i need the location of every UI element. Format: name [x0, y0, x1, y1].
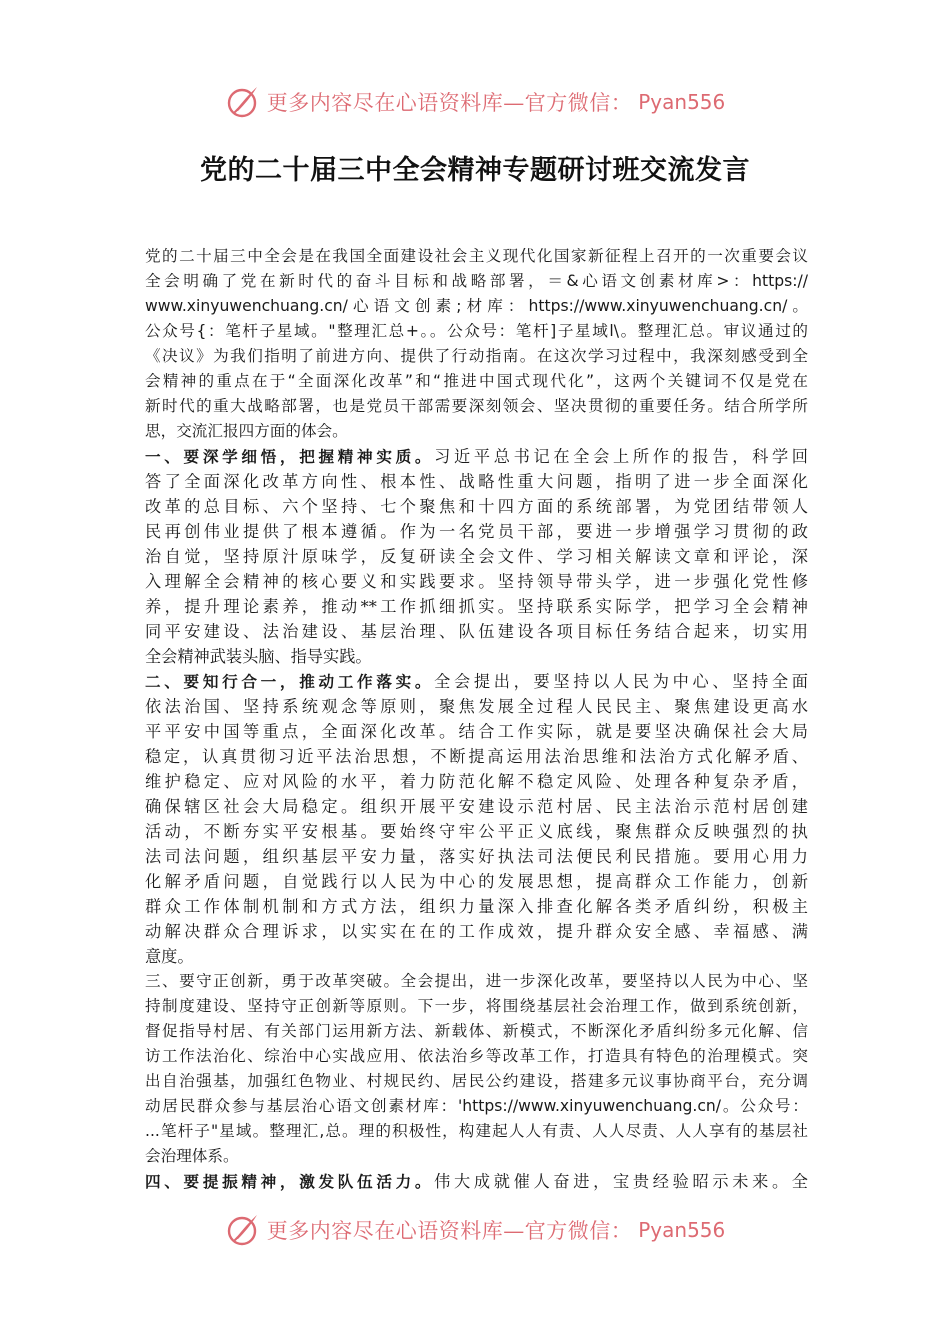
document-body: [145, 244, 808, 1194]
section-4-first-line: [145, 1169, 808, 1194]
section-1-first-line: [145, 444, 808, 469]
text-line: 答了全面深化改革方向性、根本性、战略性重大问题，指明了进一步全面深化: [145, 472, 808, 491]
text-line: 群众工作体制机制和方式方法，组织力量深入排查化解各类矛盾纠纷，积极主: [145, 897, 808, 916]
text-line: 会治理体系。: [145, 1147, 239, 1165]
text-line: 同平安建设、法治建设、基层治理、队伍建设各项目标任务结合起来，切实用: [145, 622, 808, 641]
watermark-text: 更多内容尽在心语资料库—官方微信：: [266, 91, 633, 115]
text-line: 稳定，认真贯彻习近平法治思想，不断提高运用法治思维和法治方式化解矛盾、: [145, 747, 808, 766]
text-line: 动居民群众参与基层治心语文创素材库：'https://www.xinyuwenchuang.cn/。公众号：: [145, 1097, 808, 1115]
text-line: ...笔杆子"星域。整理汇,总。理的积极性，构建起人人有责、人人尽责、人人享有的基层社: [145, 1122, 808, 1140]
text-line: 访工作法治化、综治中心实战应用、依法治乡等改革工作，打造具有特色的治理模式。突: [145, 1047, 808, 1065]
text-line: 新时代的重大战略部署，也是党员干部需要深刻领会、坚决贯彻的重要任务。结合所学所: [145, 397, 808, 415]
text-line: 入理解全会精神的核心要义和实践要求。坚持领导带头学，进一步强化党性修: [145, 572, 808, 591]
text-line: 党的二十届三中全会是在我国全面建设社会主义现代化国家新征程上召开的一次重要会议: [145, 247, 808, 265]
text-line: 三、要守正创新，勇于改革突破。全会提出，进一步深化改革，要坚持以人民为中心、坚: [145, 972, 808, 990]
text-line: 确保辖区社会大局稳定。组织开展平安建设示范村居、民主法治示范村居创建: [145, 797, 808, 816]
text-line: 会精神的重点在于“全面深化改革”和“推进中国式现代化”，这两个关键词不仅是党在: [145, 372, 808, 390]
quill-logo-icon: [225, 84, 261, 120]
quill-logo-icon: [225, 1212, 261, 1248]
wechat-id: Pyan556: [638, 90, 726, 114]
watermark-banner-top: [0, 80, 950, 124]
section-4-text: 伟大成就催人奋进，宝贵经验昭示未来。全: [434, 1172, 808, 1191]
text-line: 动解决群众合理诉求，以实实在在的工作成效，提升群众安全感、幸福感、满: [145, 922, 808, 941]
text-line: 督促指导村居、有关部门运用新方法、新载体、新模式，不断深化矛盾纠纷多元化解、信: [145, 1022, 808, 1040]
watermark-banner-bottom: [0, 1208, 950, 1252]
text-line: 改革的总目标、六个坚持、七个聚焦和十四方面的系统部署，为党团结带领人: [145, 497, 808, 516]
section-2-first-line: [145, 669, 808, 694]
text-line: 法司法问题，组织基层平安力量，落实好执法司法便民利民措施。要用心用力: [145, 847, 808, 866]
watermark-text: 更多内容尽在心语资料库—官方微信：: [266, 1219, 633, 1243]
text-line: 养，提升理论素养，推动**工作抓细抓实。坚持联系实际学，把学习全会精神: [145, 597, 808, 616]
document-title: 党的二十届三中全会精神专题研讨班交流发言: [200, 155, 750, 186]
text-line: 活动，不断夯实平安根基。要始终守牢公平正义底线，聚焦群众反映强烈的执: [145, 822, 808, 841]
section-2-text: 全会提出，要坚持以人民为中心、坚持全面: [434, 672, 808, 691]
section-4-heading: 四、要提振精神，激发队伍活力。: [145, 1173, 435, 1191]
wechat-id: Pyan556: [638, 1218, 726, 1242]
section-1-heading: 一、要深学细悟，把握精神实质。: [145, 448, 435, 466]
text-line: 意度。: [145, 947, 194, 966]
text-line: 全会明确了党在新时代的奋斗目标和战略部署，＝&心语文创素材库>：https://: [145, 272, 808, 290]
text-line: 治自觉，坚持原汁原味学，反复研读全会文件、学习相关解读文章和评论，深: [145, 547, 808, 566]
text-line: 全会精神武装头脑、指导实践。: [145, 647, 372, 666]
text-line: 《决议》为我们指明了前进方向、提供了行动指南。在这次学习过程中，我深刻感受到全: [145, 347, 808, 365]
text-line: 民再创伟业提供了根本遵循。作为一名党员干部，要进一步增强学习贯彻的政: [145, 522, 808, 541]
text-line: 依法治国、坚持系统观念等原则，聚焦发展全过程人民民主、聚焦建设更高水: [145, 697, 808, 716]
text-line: 化解矛盾问题，自觉践行以人民为中心的发展思想，提高群众工作能力，创新: [145, 872, 808, 891]
text-line: www.xinyuwenchuang.cn/心语文创素;材库：https://www.xinyuwenchuang.cn/。: [145, 297, 808, 315]
section-1-text: 习近平总书记在全会上所作的报告，科学回: [434, 447, 808, 466]
text-line: 思，交流汇报四方面的体会。: [145, 422, 348, 440]
text-line: 持制度建设、坚持守正创新等原则。下一步，将围绕基层社会治理工作，做到系统创新，: [145, 997, 808, 1015]
text-line: 平平安中国等重点，全面深化改革。结合工作实际，就是要坚决确保社会大局: [145, 722, 808, 741]
text-line: 出自治强基，加强红色物业、村规民约、居民公约建设，搭建多元议事协商平台，充分调: [145, 1072, 808, 1090]
text-line: 维护稳定、应对风险的水平，着力防范化解不稳定风险、处理各种复杂矛盾，: [145, 772, 808, 791]
text-line: 公众号{：笔杆子星域。"整理汇总+。。公众号：笔杆]子星域l\。整理汇总。审议通过的: [145, 322, 808, 340]
section-2-heading: 二、要知行合一，推动工作落实。: [145, 673, 435, 691]
